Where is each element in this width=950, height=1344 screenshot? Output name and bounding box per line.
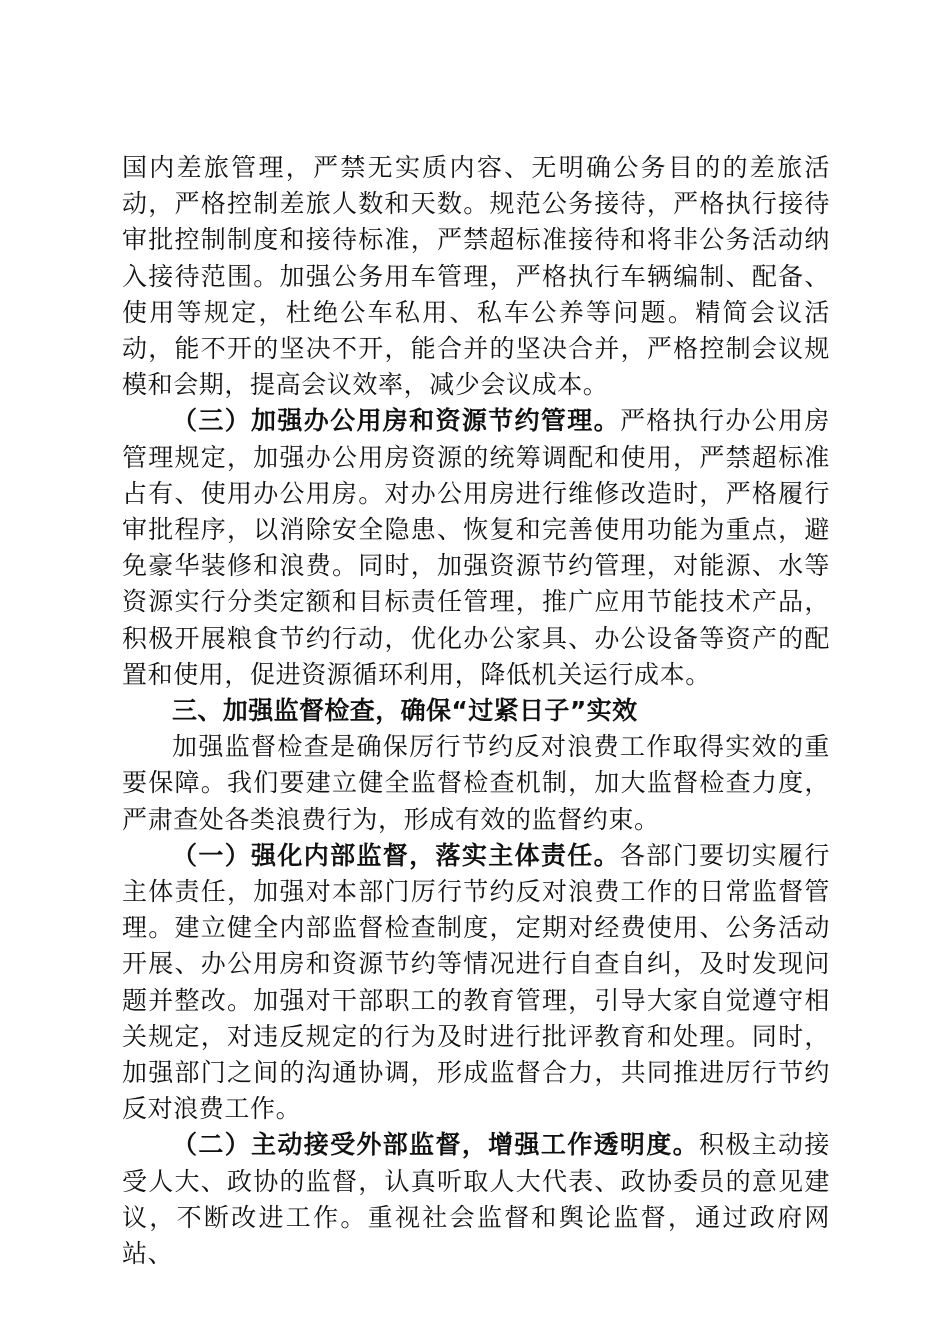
subsection-title-office-space: （三）加强办公用房和资源节约管理。 [172, 406, 620, 436]
paragraph-text: 各部门要切实履行主体责任，加强对本部门厉行节约反对浪费工作的日常监督管理。建立健全内部监督检查制度，定期对经费使用、公务活动开展、办公用房和资源节约等情况进行自查自纠，及时发现问题并整改。加强对干部职工的教育管理，引导大家自觉遵守相关规定，对违反规定的行为及时进行批评教育和处理。同时，加强部门之间的沟通协调，形成监督合力，共同推进厉行节约反对浪费工作。 [122, 840, 830, 1124]
paragraph-travel-reception-vehicles-meetings [122, 150, 830, 403]
subsection-title-internal-supervision: （一）强化内部监督，落实主体责任。 [172, 840, 620, 870]
paragraph-supervision-intro [122, 729, 830, 838]
paragraph-text: 严格执行办公用房管理规定，加强办公用房资源的统筹调配和使用，严禁超标准占有、使用办公用房。对办公用房进行维修改造时，严格履行审批程序，以消除安全隐患、恢复和完善使用功能为重点，避免豪华装修和浪费。同时，加强资源节约管理，对能源、水等资源实行分类定额和目标责任管理，推广应用节能技术产品，积极开展粮食节约行动，优化办公家具、办公设备等资产的配置和使用，促进资源循环利用，降低机关运行成本。 [122, 406, 830, 689]
paragraph-text: 积极主动接受人大、政协的监督，认真听取人大代表、政协委员的意见建议，不断改进工作。重视社会监督和舆论监督，通过政府网站、 [122, 1130, 830, 1269]
paragraph-internal-supervision [122, 838, 830, 1128]
paragraph-text: 加强监督检查是确保厉行节约反对浪费工作取得实效的重要保障。我们要建立健全监督检查机制，加大监督检查力度，严肃查处各类浪费行为，形成有效的监督约束。 [122, 732, 830, 834]
paragraph-office-space-resources [122, 403, 830, 693]
document-page [122, 150, 830, 1272]
section-heading-supervision: 三、加强监督检查，确保“过紧日子”实效 [172, 696, 638, 726]
subsection-title-external-supervision: （二）主动接受外部监督，增强工作透明度。 [172, 1130, 699, 1160]
paragraph-external-supervision [122, 1127, 830, 1272]
paragraph-text: 国内差旅管理，严禁无实质内容、无明确公务目的的差旅活动，严格控制差旅人数和天数。规范公务接待，严格执行接待审批控制制度和接待标准，严禁超标准接待和将非公务活动纳入接待范围。加强公务用车管理，严格执行车辆编制、配备、使用等规定，杜绝公车私用、私车公养等问题。精简会议活动，能不开的坚决不开，能合并的坚决合并，严格控制会议规模和会期，提高会议效率，减少会议成本。 [122, 153, 830, 400]
